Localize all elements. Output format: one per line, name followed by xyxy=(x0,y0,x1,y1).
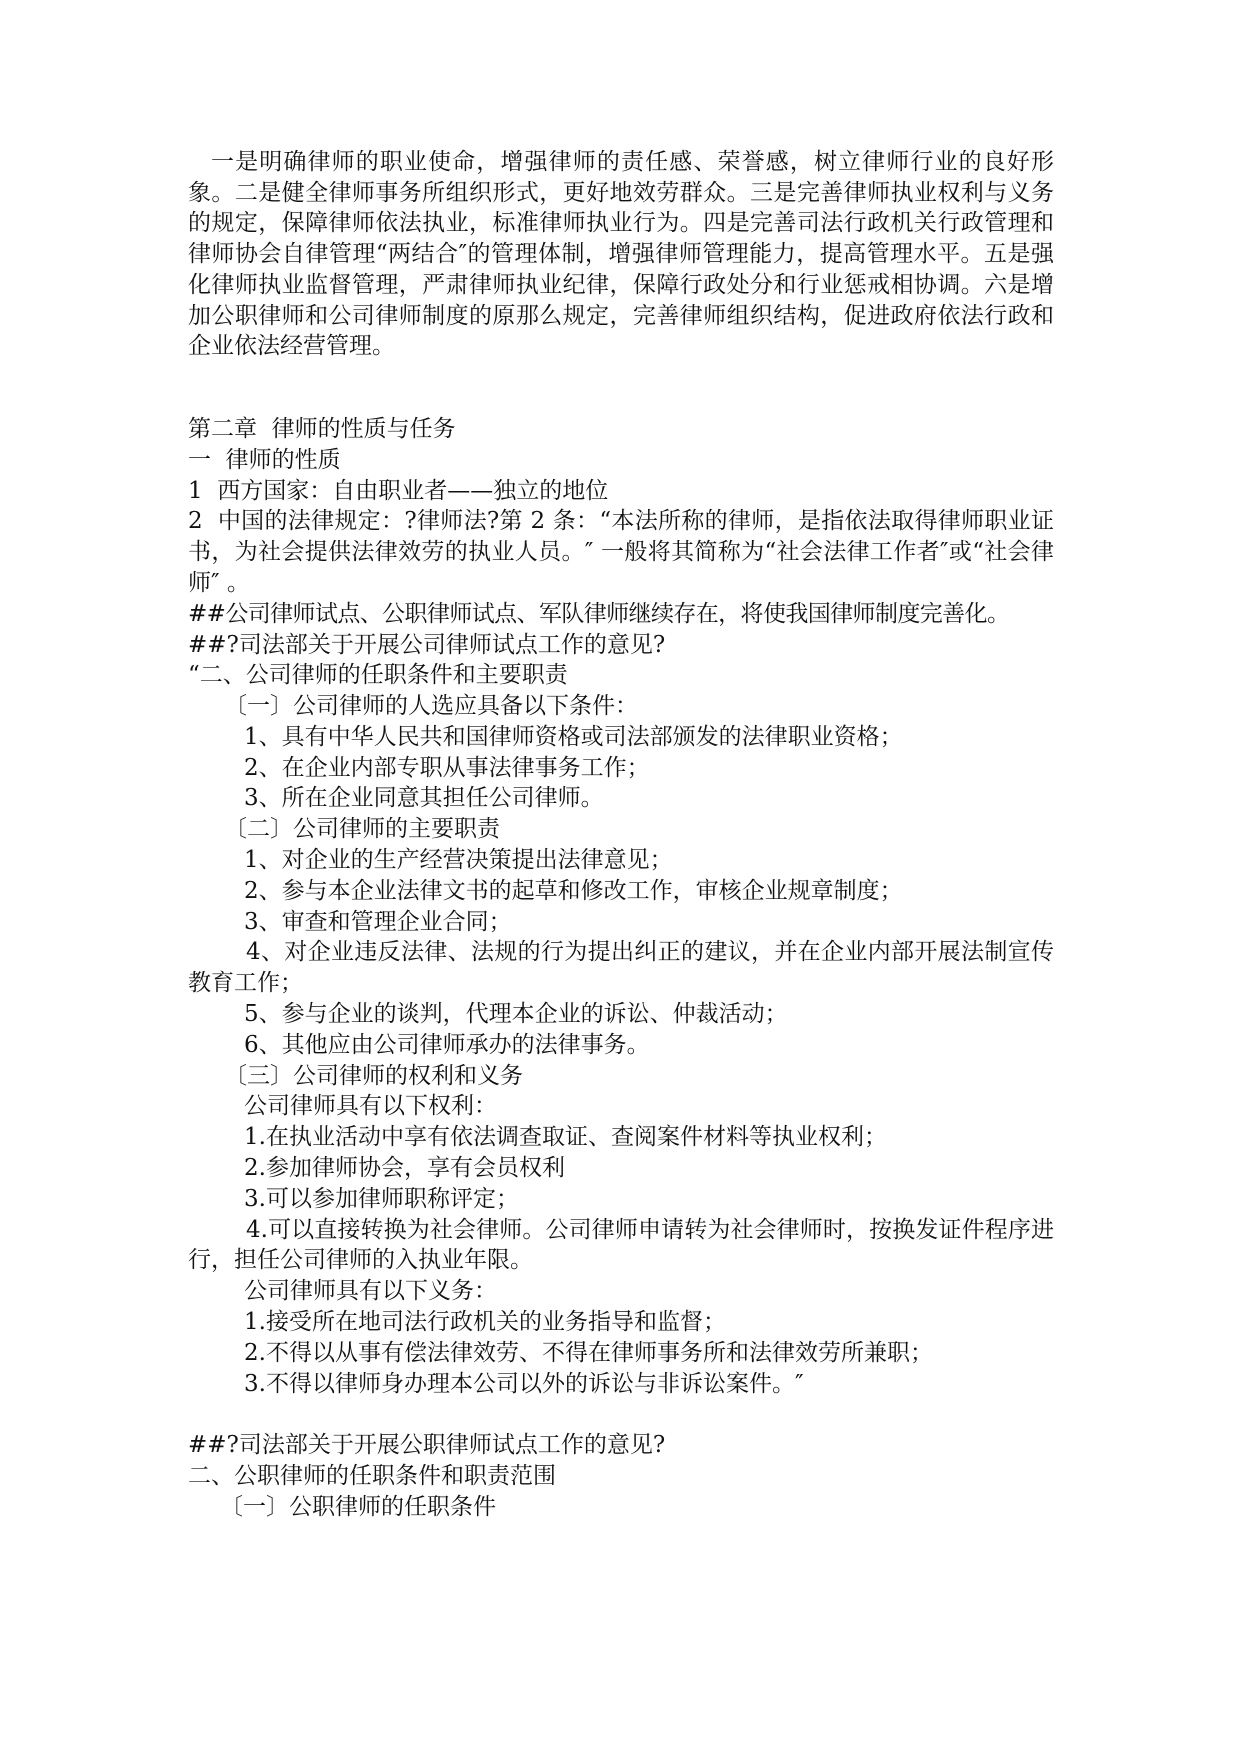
list-item: 1、具有中华人民共和国律师资格或司法部颁发的法律职业资格； xyxy=(244,723,903,750)
list-item: 3、审查和管理企业合同； xyxy=(244,908,512,935)
list-item: 2.参加律师协会，享有会员权利 xyxy=(244,1155,565,1182)
list-item: 2、参与本企业法律文书的起草和修改工作，审核企业规章制度； xyxy=(244,877,903,904)
blank-line xyxy=(188,1399,1054,1430)
list-item: 5、参与企业的谈判，代理本企业的诉讼、仲裁活动； xyxy=(244,1001,788,1028)
list-item: 1 西方国家：自由职业者——独立的地位 xyxy=(188,477,609,504)
subheading: 〔三〕公司律师的权利和义务 xyxy=(224,1062,523,1089)
list-intro: 公司律师具有以下权利： xyxy=(244,1093,497,1120)
list-item: 6、其他应由公司律师承办的法律事务。 xyxy=(244,1031,650,1058)
list-item: 3、所在企业同意其担任公司律师。 xyxy=(244,785,604,812)
note-line: ##?司法部关于开展公职律师试点工作的意见? xyxy=(188,1432,666,1459)
note-line: ##?司法部关于开展公司律师试点工作的意见? xyxy=(188,631,666,658)
list-item: 2.不得以从事有偿法律效劳、不得在律师事务所和法律效劳所兼职； xyxy=(244,1339,933,1366)
list-item: 4.可以直接转换为社会律师。公司律师申请转为社会律师时，按换发证件程序进行，担任公司律师的入执业年限。 xyxy=(188,1216,1054,1274)
list-item: 3.可以参加律师职称评定； xyxy=(244,1185,519,1212)
list-item: 1.在执业活动中享有依法调查取证、查阅案件材料等执业权利； xyxy=(244,1124,887,1151)
subheading: 〔一〕公职律师的任职条件 xyxy=(220,1494,496,1521)
list-item: 4、对企业违反法律、法规的行为提出纠正的建议，并在企业内部开展法制宣传教育工作； xyxy=(188,939,1054,997)
note-line: ##公司律师试点、公职律师试点、军队律师继续存在，将使我国律师制度完善化。 xyxy=(188,600,1010,627)
subheading: 〔一〕公司律师的人选应具备以下条件： xyxy=(224,693,638,720)
list-item: 1.接受所在地司法行政机关的业务指导和监督； xyxy=(244,1309,726,1336)
subheading: 〔二〕公司律师的主要职责 xyxy=(224,816,500,843)
chapter-title: 第二章 律师的性质与任务 xyxy=(188,415,456,442)
section-heading: 二、公职律师的任职条件和职责范围 xyxy=(188,1463,556,1490)
list-item: 2、在企业内部专职从事法律事务工作； xyxy=(244,754,650,781)
chapter-2-section xyxy=(188,414,1054,1523)
list-item: 1、对企业的生产经营决策提出法律意见； xyxy=(244,847,673,874)
quote-heading: “二、公司律师的任职条件和主要职责 xyxy=(188,662,568,689)
intro-paragraph: 一是明确律师的职业使命，增强律师的责任感、荣誉感，树立律师行业的良好形象。二是健全律师事务所组织形式，更好地效劳群众。三是完善律师执业权利与义务的规定，保障律师依法执业，标准律师执业行为。四是完善司法行政机关行政管理和律师协会自律管理“两结合″的管理体制，增强律师管理能力，提高管理水平。五是强化律师执业监督管理，严肃律师执业纪律，保障行政处分和行业惩戒相协调。六是增加公职律师和公司律师制度的原那么规定，完善律师组织结构，促进政府依法行政和企业依法经营管理。 xyxy=(188,149,1054,360)
text-column xyxy=(188,147,1054,1523)
section-heading: 一 律师的性质 xyxy=(188,446,341,473)
list-intro: 公司律师具有以下义务： xyxy=(244,1278,497,1305)
list-item: 2 中国的法律规定：?律师法?第 2 条：“本法所称的律师，是指依法取得律师职业证书，为社会提供法律效劳的执业人员。″ 一般将其简称为“社会法律工作者″或“社会律师″ 。 xyxy=(188,508,1054,596)
list-item: 3.不得以律师身办理本公司以外的诉讼与非诉讼案件。″ xyxy=(244,1370,804,1397)
